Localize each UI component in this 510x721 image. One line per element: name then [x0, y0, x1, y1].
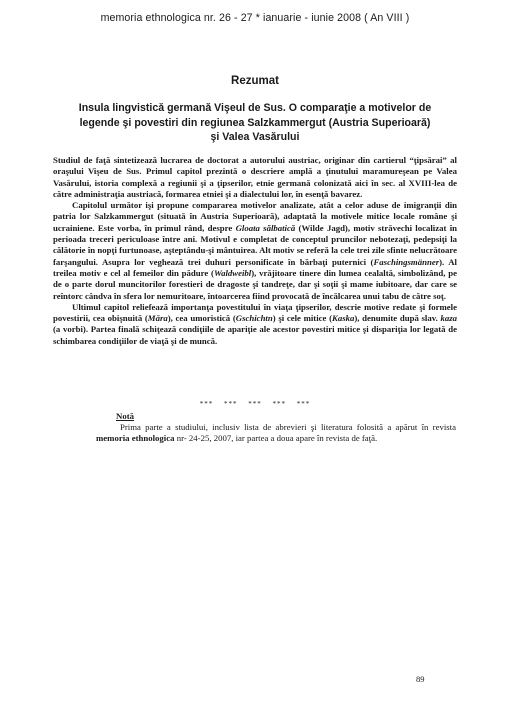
italic-term: Gschichtn: [235, 313, 273, 324]
text-span: Capitolul următor işi propune compararea motivelor analizate, atât a celor aduse de imigranţii din patria lor Salzkammergut (situată în Austria Superioară), adaptată la motivele mitice locale române şi ucrainiene. Este vorba, în primul rând, despre: [53, 200, 457, 233]
italic-term: Māra: [147, 313, 168, 324]
section-separator: *** *** *** *** ***: [199, 400, 311, 408]
page-title: Rezumat: [231, 75, 279, 87]
italic-term: Gloata sălbatică: [235, 222, 296, 233]
italic-term: Faschingsmänner: [373, 256, 440, 267]
note-text: [96, 422, 456, 444]
italic-term: kaza: [440, 313, 457, 324]
text-span: ) şi cele mitice (: [272, 313, 333, 324]
summary-body: [53, 155, 457, 347]
text-span: (Wilde Jagd), motiv străvechi localizat în perioada treceri periculoase între ani. Motivul e completat de conceptul pruncilor nebotezaţi, pedepsiţi la călătorie în nopţi furtunoase, aşteptându-şi mântuirea. Alt motiv se referă la cele trei zile sfinte nelucrătoare farşangului. Asupra lor veghează trei duhuri personificate în bărbaţi puternici (: [53, 222, 457, 267]
paragraph-2: [53, 200, 457, 302]
text-span: ), vrăjitoare tinere din lumea cealaltă, simbolizând, pe de o parte dorul muncitorilor forestieri de dragoste şi tandreţe, dar şi soţii şi mame iubitoare, dar care se reîntorc cândva în sfera lor nemuritoare, întoarcerea fiind provocată de încălcarea unui tabu de către soţ.: [53, 267, 457, 301]
text-span: ). Al treilea motiv e cel al femeilor din pădure (: [53, 256, 457, 278]
text-span: ), cea umoristică (: [167, 313, 236, 324]
article-subtitle: Insula lingvistică germană Vişeul de Sus. O comparaţie a motivelor de legende şi povestiri din regiunea Salzkammergut (Austria Superioară) şi Valea Vasărului: [78, 102, 432, 144]
running-header: memoria ethnologica nr. 26 - 27 * ianuarie - iunie 2008 ( An VIII ): [100, 12, 410, 24]
note-title: Notă: [116, 411, 134, 421]
journal-name: memoria ethnologica: [96, 433, 175, 444]
text-span: Prima parte a studiului, inclusiv lista de abrevieri şi literatura folosită a apărut în revista: [120, 422, 456, 433]
paragraph-3: [53, 302, 457, 347]
page-number: 89: [416, 674, 425, 684]
text-span: nr- 24-25, 2007, iar partea a doua apare în revista de faţă.: [174, 433, 378, 444]
paragraph-1: Studiul de faţă sintetizează lucrarea de doctorat a autorului austriac, originar din cartierul “ţipsărai” al oraşului Vişeu de Sus. Primul capitol prezintă o descriere amplă a ţinutului maramureşean pe Valea Vasărului, istoria complexă a regiunii şi a ţipserilor, etnie germană colonizată aici în sec. al XVIII-lea de către administraţia austriacă, formarea etniei şi a dialectului lor, în esenţă bavarez.: [53, 155, 457, 199]
italic-term: Waldweibl: [213, 267, 252, 278]
text-span: ), denumite după slav.: [354, 313, 441, 324]
italic-term: Kaska: [332, 313, 355, 324]
text-span: Ultimul capitol reliefează importanţa povestitului în viaţa ţipserilor, descrie motive redate şi formele povestirii, cea obişnuită (: [53, 301, 457, 324]
text-span: (a vorbi). Partea finală schiţează condiţiile de apariţie ale acestor povestiri mitice şi dispariţia lor legată de schimbarea condiţiilor de viaţă şi de muncă.: [53, 324, 457, 346]
note-section: [96, 411, 456, 445]
